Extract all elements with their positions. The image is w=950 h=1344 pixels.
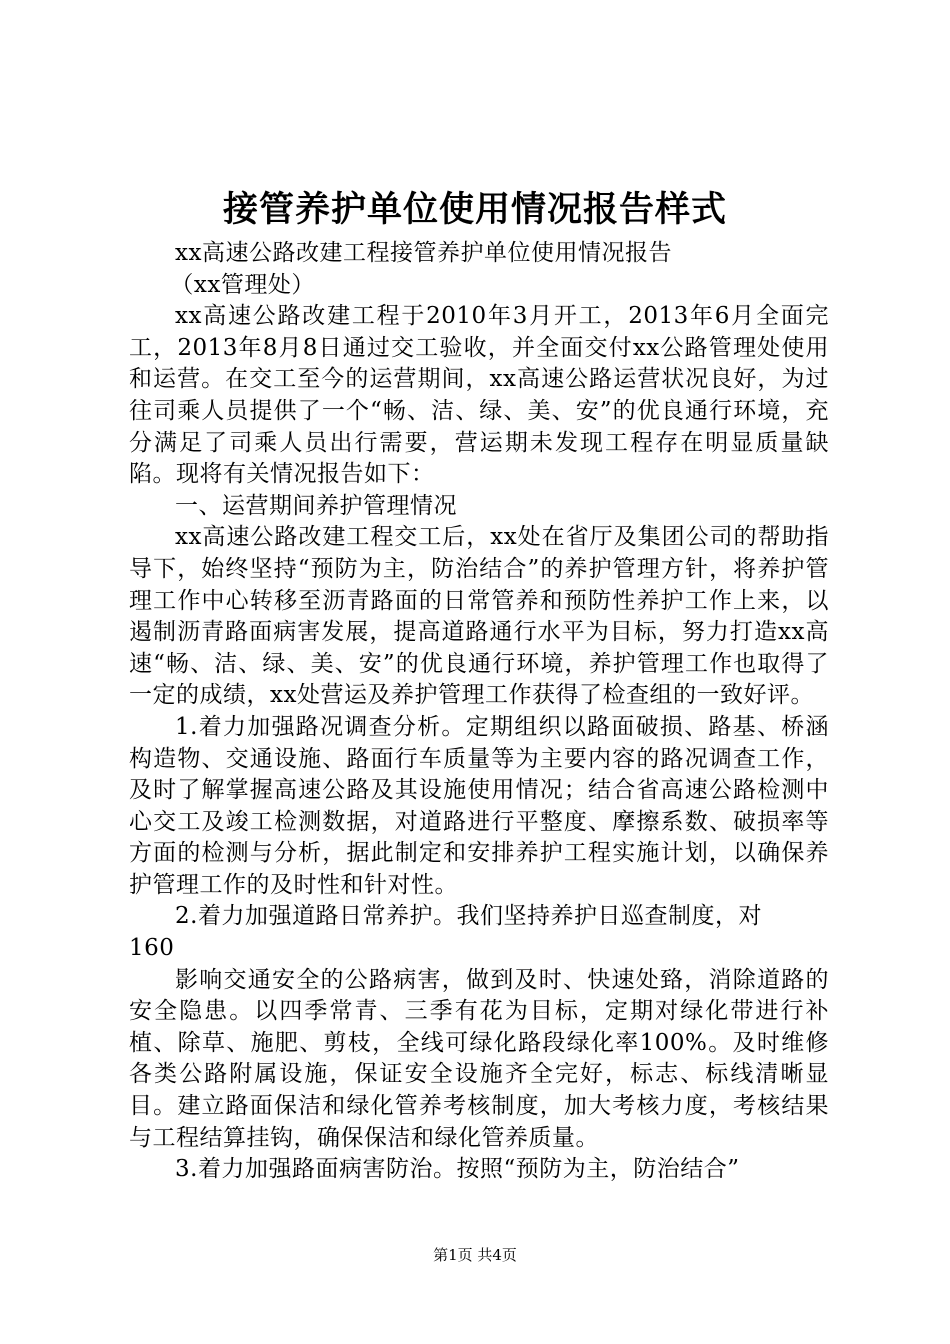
paragraph-item-2: 2.着力加强道路日常养护。我们坚持养护日巡查制度，对 — [175, 903, 762, 930]
section-heading-1: 一、运营期间养护管理情况 — [175, 492, 457, 519]
document-body — [129, 238, 829, 1186]
paragraph-item-2-continued: 影响交通安全的公路病害，做到及时、快速处臵，消除道路的安全隐患。以四季常青、三季有花为目标，定期对绿化带进行补植、除草、施肥、剪枝，全线可绿化路段绿化率100%。及时维修各类公路附属设施，保证安全设施齐全完好，标志、标线清晰显目。建立路面保洁和绿化管养考核制度，加大考核力度，考核结果与工程结算挂钩，确保保洁和绿化管养质量。 — [129, 966, 829, 1151]
inline-page-number: 160 — [129, 935, 175, 962]
paragraph-item-3: 3.着力加强路面病害防治。按照“预防为主，防治结合” — [175, 1156, 740, 1183]
page-footer: 第1页 共4页 — [433, 1246, 517, 1264]
paragraph-intro: xx高速公路改建工程于2010年3月开工，2013年6月全面完工，2013年8月8日通过交工验收，并全面交付xx公路管理处使用和运营。在交工至今的运营期间，xx高速公路运营状况良好，为过往司乘人员提供了一个“畅、洁、绿、美、安”的优良通行环境，充分满足了司乘人员出行需要，营运期未发现工程存在明显质量缺陷。现将有关情况报告如下： — [129, 303, 829, 488]
report-issuer: （xx管理处） — [170, 271, 315, 298]
paragraph-item-1: 1.着力加强路况调查分析。定期组织以路面破损、路基、桥涵构造物、交通设施、路面行车质量等为主要内容的路况调查工作，及时了解掌握高速公路及其设施使用情况；结合省高速公路检测中心交工及竣工检测数据，对道路进行平整度、摩擦系数、破损率等方面的检测与分析，据此制定和安排养护工程实施计划，以确保养护管理工作的及时性和针对性。 — [129, 713, 829, 898]
paragraph-section-1: xx高速公路改建工程交工后，xx处在省厅及集团公司的帮助指导下，始终坚持“预防为主，防治结合”的养护管理方针，将养护管理工作中心转移至沥青路面的日常管养和预防性养护工作上来，以遏制沥青路面病害发展，提高道路通行水平为目标，努力打造xx高速“畅、洁、绿、美、安”的优良通行环境，养护管理工作也取得了一定的成绩，xx处营运及养护管理工作获得了检查组的一致好评。 — [129, 524, 829, 709]
report-subtitle: xx高速公路改建工程接管养护单位使用情况报告 — [175, 240, 672, 266]
document-title: 接管养护单位使用情况报告样式 — [222, 189, 727, 230]
